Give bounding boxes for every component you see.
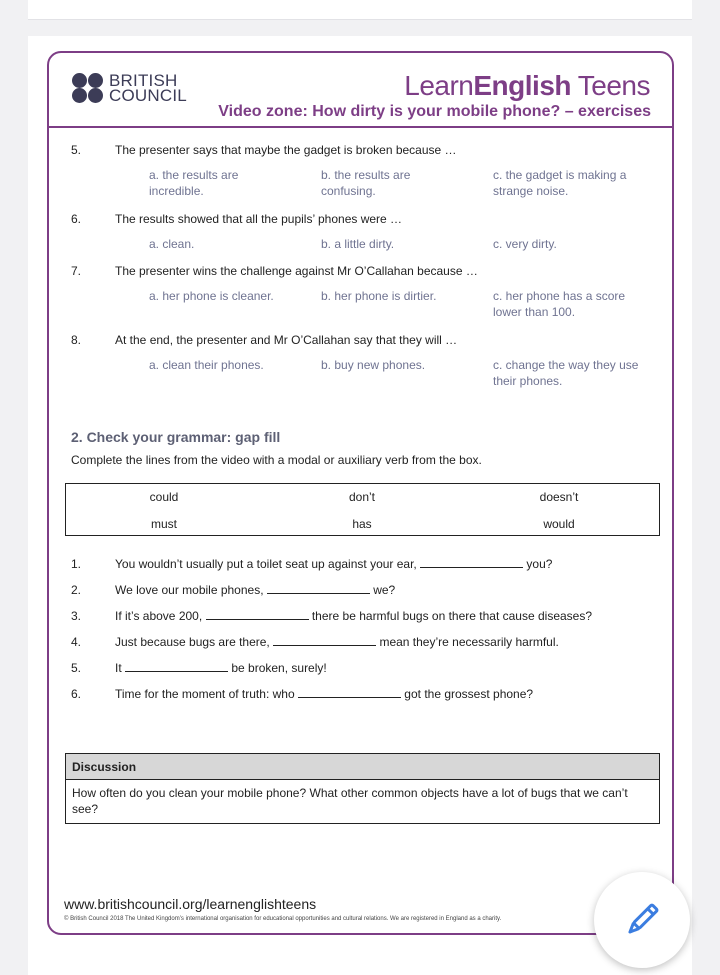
- gap-blank[interactable]: [267, 584, 370, 594]
- gap-text-after: you?: [523, 557, 553, 571]
- gap-number: 5.: [71, 661, 82, 675]
- gap-blank[interactable]: [298, 688, 401, 698]
- pencil-icon: [622, 900, 662, 940]
- question-text: At the end, the presenter and Mr O’Callahan say that they will …: [115, 333, 458, 347]
- learnenglish-teens-brand: [404, 70, 650, 102]
- word-box: [65, 483, 660, 536]
- brand-teens: Teens: [571, 70, 650, 101]
- gap-text-before: If it’s above 200,: [115, 609, 206, 623]
- gap-text-after: we?: [369, 583, 396, 597]
- gap-blank[interactable]: [273, 636, 376, 646]
- section-instruction: Complete the lines from the video with a modal or auxiliary verb from the box.: [71, 453, 482, 467]
- gap-blank[interactable]: [125, 662, 228, 672]
- gap-sentence: [115, 609, 592, 623]
- logo-text-line2: COUNCIL: [109, 86, 187, 105]
- gap-number: 6.: [71, 687, 82, 701]
- question-text: The presenter wins the challenge against Mr O’Callahan because …: [115, 264, 478, 278]
- option-c: c. her phone has a score lower than 100.: [493, 289, 626, 319]
- discussion-title: Discussion: [66, 754, 659, 780]
- discussion-box: [65, 753, 660, 824]
- gap-text-after: there be harmful bugs on there that cause diseases?: [308, 609, 593, 623]
- gap-blank[interactable]: [206, 610, 309, 620]
- gap-text-after: be broken, surely!: [228, 661, 327, 675]
- word-box-item: must: [150, 517, 178, 531]
- footer-url[interactable]: www.britishcouncil.org/learnenglishteens: [64, 896, 317, 912]
- question-number: 5.: [71, 143, 82, 157]
- page-title: Video zone: How dirty is your mobile phone? – exercises: [218, 103, 651, 120]
- footer-copyright: © British Council 2018 The United Kingdom’s international organisation for educational opportunities and cultural relations. We are registered in England as a charity.: [64, 916, 502, 922]
- gap-text-before: Just because bugs are there,: [115, 635, 274, 649]
- option-b: b. the results are confusing.: [321, 168, 411, 198]
- brand-learn: Learn: [404, 70, 474, 101]
- brand-english: English: [473, 70, 571, 101]
- question-number: 7.: [71, 264, 82, 278]
- gap-text-before: We love our mobile phones,: [115, 583, 267, 597]
- logo-text-line1: BRITISH: [109, 71, 178, 90]
- previous-page-edge: [28, 0, 692, 20]
- question-number: 6.: [71, 212, 82, 226]
- gap-sentence: [115, 583, 395, 597]
- word-box-item: doesn’t: [539, 490, 579, 504]
- edit-fab-button[interactable]: [594, 872, 690, 968]
- option-a: a. the results are incredible.: [149, 168, 239, 198]
- page-frame: [47, 51, 674, 935]
- gap-sentence: [115, 635, 559, 649]
- gap-text-before: Time for the moment of truth: who: [115, 687, 298, 701]
- word-box-item: could: [149, 490, 179, 504]
- logo-dots-icon: [72, 73, 104, 103]
- question-number: 8.: [71, 333, 82, 347]
- gap-number: 3.: [71, 609, 82, 623]
- gap-text-before: You wouldn’t usually put a toilet seat up against your ear,: [115, 557, 421, 571]
- option-b: b. buy new phones.: [321, 358, 426, 372]
- gap-text-after: got the grossest phone?: [400, 687, 534, 701]
- option-b: b. a little dirty.: [321, 237, 395, 251]
- option-a: a. clean.: [149, 237, 195, 251]
- discussion-text: How often do you clean your mobile phone? What other common objects have a lot of bugs that we can’t see?: [72, 786, 628, 816]
- gap-sentence: [115, 557, 552, 571]
- option-a: a. her phone is cleaner.: [149, 289, 274, 303]
- gap-text-after: mean they’re necessarily harmful.: [376, 635, 559, 649]
- gap-number: 1.: [71, 557, 82, 571]
- question-text: The results showed that all the pupils’ phones were …: [115, 212, 403, 226]
- gap-sentence: [115, 661, 327, 675]
- word-box-item: has: [352, 517, 372, 531]
- header-divider: [49, 126, 672, 128]
- option-c: c. change the way they use their phones.: [493, 358, 639, 388]
- section-title: 2. Check your grammar: gap fill: [71, 429, 281, 445]
- gap-sentence: [115, 687, 533, 701]
- option-c: c. the gadget is making a strange noise.: [493, 168, 627, 198]
- word-box-item: don’t: [348, 490, 376, 504]
- word-box-item: would: [543, 517, 575, 531]
- gap-number: 4.: [71, 635, 82, 649]
- option-a: a. clean their phones.: [149, 358, 264, 372]
- gap-blank[interactable]: [420, 558, 523, 568]
- gap-text-before: It: [115, 661, 126, 675]
- worksheet-page: [28, 36, 692, 975]
- question-text: The presenter says that maybe the gadget is broken because …: [115, 143, 457, 157]
- option-b: b. her phone is dirtier.: [321, 289, 437, 303]
- gap-number: 2.: [71, 583, 82, 597]
- option-c: c. very dirty.: [493, 237, 557, 251]
